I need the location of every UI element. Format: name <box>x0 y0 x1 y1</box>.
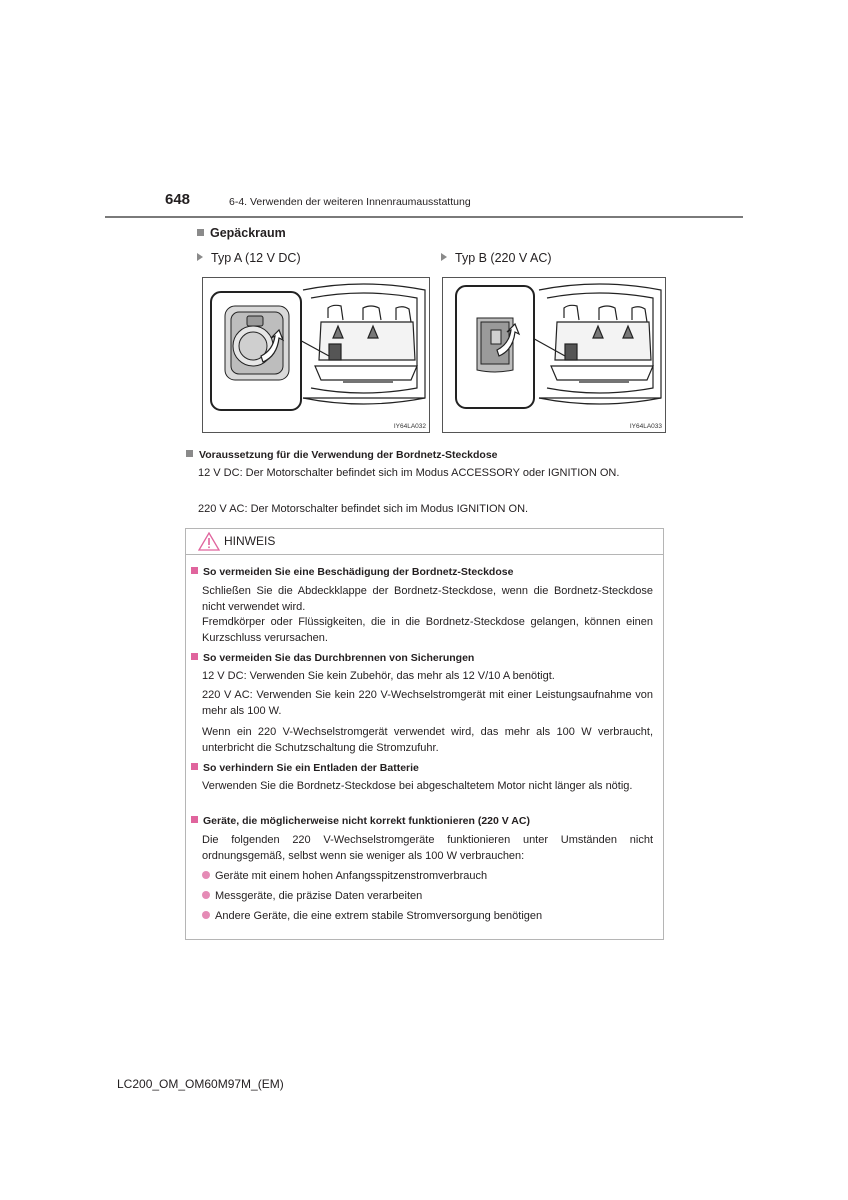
prerequisite-12v-text: 12 V DC: Der Motorschalter befindet sich im Modus ACCESSORY oder IGNITION ON. <box>198 467 620 479</box>
notice-box <box>185 528 664 940</box>
document-code: LC200_OM_OM60M97M_(EM) <box>117 1077 284 1091</box>
luggage-heading: Gepäckraum <box>197 226 286 240</box>
prerequisite-220v-text: 220 V AC: Der Motorschalter befindet sich im Modus IGNITION ON. <box>198 503 529 515</box>
notice-header <box>186 529 663 555</box>
square-bullet-icon <box>186 450 193 457</box>
notice-paragraph: 220 V AC: Verwenden Sie kein 220 V-Wechselstromgerät mit einer Leistungsaufnahme von mehr als 100 W. <box>202 689 653 717</box>
type-a-label: Typ A (12 V DC) <box>197 251 301 265</box>
notice-title: HINWEIS <box>224 534 276 548</box>
circle-bullet-icon <box>202 871 210 879</box>
triangle-bullet-icon <box>197 253 203 261</box>
notice-paragraph: Die folgenden 220 V-Wechselstromgeräte funktionieren unter Umständen nicht ordnungsgemäß, selbst wenn sie weniger als 100 W verbrauchen: <box>202 834 653 862</box>
notice-section-heading: So verhindern Sie ein Entladen der Batterie <box>191 762 419 774</box>
figure-code: IY64LA033 <box>629 423 662 430</box>
type-b-label: Typ B (220 V AC) <box>441 251 552 265</box>
notice-paragraph: Fremdkörper oder Flüssigkeiten, die in die Bordnetz-Steckdose gelangen, können einen Kurzschluss verursachen. <box>202 616 653 644</box>
notice-paragraph: Schließen Sie die Abdeckklappe der Bordnetz-Steckdose, wenn die Bordnetz-Steckdose nicht verwendet wird. <box>202 585 653 613</box>
triangle-bullet-icon <box>441 253 447 261</box>
luggage-socket-illustration-a <box>203 278 429 432</box>
notice-paragraph: Wenn ein 220 V-Wechselstromgerät verwendet wird, das mehr als 100 W verbraucht, unterbricht die Schutzschaltung die Stromzufuhr. <box>202 726 653 754</box>
notice-paragraph: 12 V DC: Verwenden Sie kein Zubehör, das mehr als 12 V/10 A benötigt. <box>202 670 555 682</box>
notice-section-heading: So vermeiden Sie das Durchbrennen von Sicherungen <box>191 652 474 664</box>
page-number: 648 <box>165 191 191 208</box>
square-bullet-icon <box>191 763 198 770</box>
circle-bullet-icon <box>202 891 210 899</box>
notice-paragraph: Verwenden Sie die Bordnetz-Steckdose bei abgeschaltetem Motor nicht länger als nötig. <box>202 780 633 792</box>
section-title: 6-4. Verwenden der weiteren Innenraumausstattung <box>229 196 471 208</box>
notice-section-heading: Geräte, die möglicherweise nicht korrekt funktionieren (220 V AC) <box>191 815 530 827</box>
square-bullet-icon <box>191 567 198 574</box>
list-item: Geräte mit einem hohen Anfangsspitzenstromverbrauch <box>202 869 487 885</box>
figure-code: IY64LA032 <box>393 423 426 430</box>
header-rule <box>105 216 743 218</box>
square-bullet-icon <box>191 816 198 823</box>
warning-triangle-icon <box>198 532 220 551</box>
circle-bullet-icon <box>202 911 210 919</box>
square-bullet-icon <box>191 653 198 660</box>
notice-section-heading: So vermeiden Sie eine Beschädigung der Bordnetz-Steckdose <box>191 566 513 578</box>
list-item: Andere Geräte, die eine extrem stabile Stromversorgung benötigen <box>202 909 542 925</box>
prerequisite-heading: Voraussetzung für die Verwendung der Bordnetz-Steckdose <box>186 449 498 461</box>
square-bullet-icon <box>197 229 204 236</box>
list-item: Messgeräte, die präzise Daten verarbeiten <box>202 889 422 905</box>
luggage-socket-illustration-b <box>443 278 665 432</box>
figure-type-b <box>442 277 666 433</box>
figure-type-a <box>202 277 430 433</box>
